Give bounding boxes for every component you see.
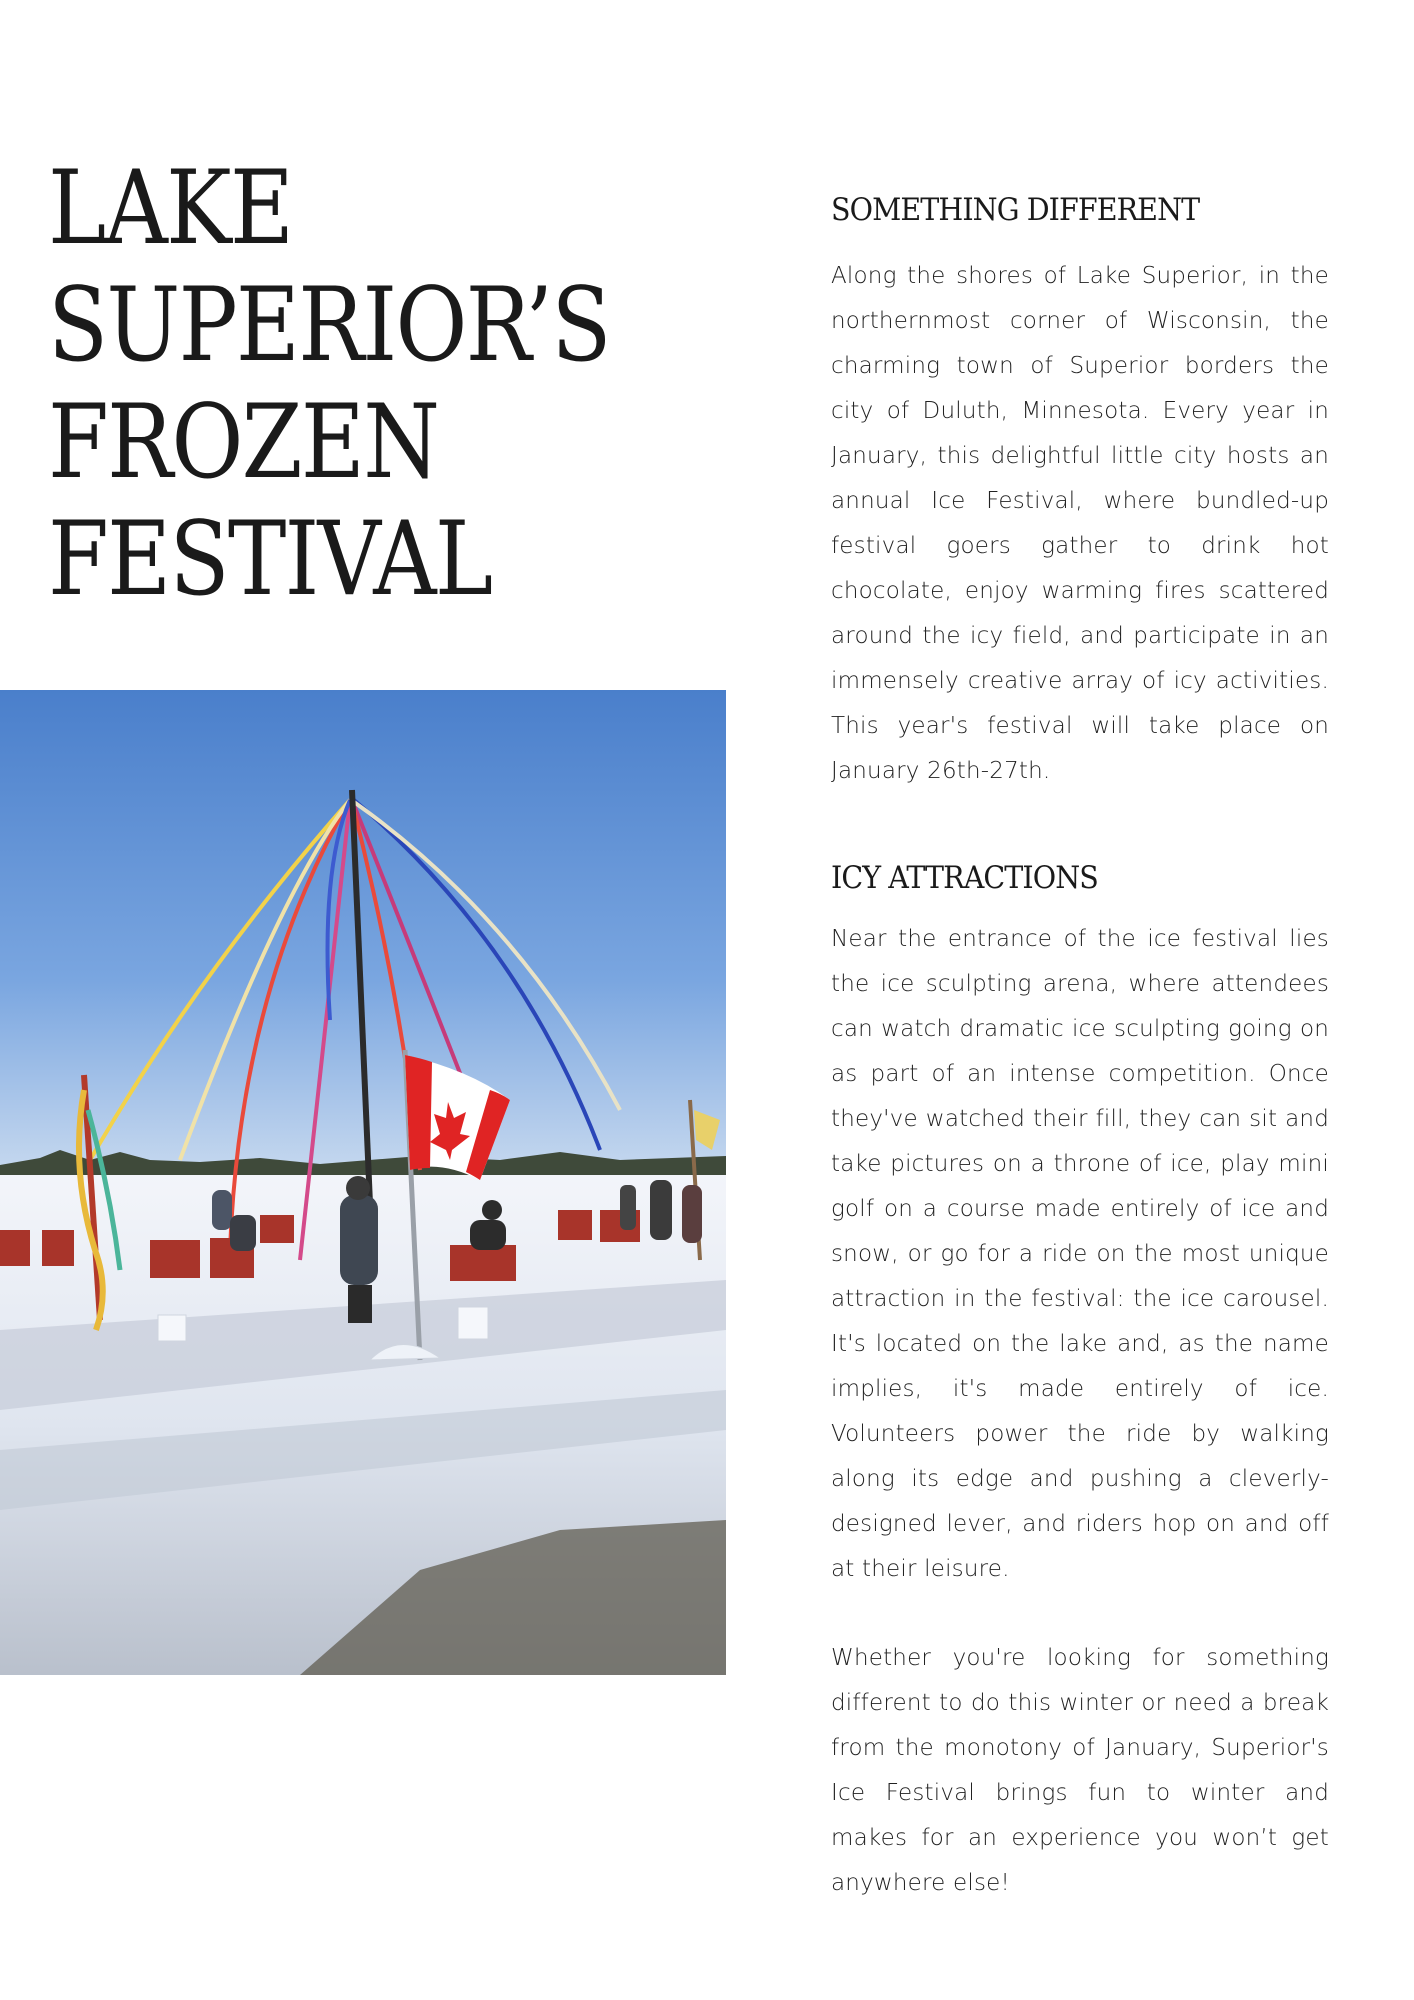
article-title [48, 149, 610, 619]
section-heading-icy-attractions: ICY ATTRACTIONS [831, 860, 1098, 896]
ice-block [458, 1307, 488, 1339]
section-heading-something-different: SOMETHING DIFFERENT [831, 192, 1200, 228]
section-body-something-different: Along the shores of Lake Superior, in the northernmost corner of Wisconsin, the charming town of Superior borders the city of Duluth, Minnesota. Every year in January, this delightful little city hosts an annual Ice Festival, where bundled-up festival goers gather to drink hot chocolate, enjoy warming fires scattered around the icy field, and participate in an immensely creative array of icy activities. This year's festival will take place on January 26th-27th. [831, 263, 1329, 784]
section-body-icy-attractions: Near the entrance of the ice festival lies the ice sculpting arena, where attendees can watch dramatic ice sculpting going on as part of an intense competition. Once they've watched their fill, they can sit and take pictures on a throne of ice, play mini golf on a course made entirely of ice and snow, or go for a ride on the most unique attraction in the festival: the ice carousel. It's located on the lake and, as the name implies, it's made entirely of ice. Volunteers power the ride by walking along its edge and pushing a cleverly-designed lever, and riders hop on and off at their leisure. [831, 926, 1329, 1582]
title-line-2: SUPERIOR’S [48, 266, 610, 385]
title-line-4: FESTIVAL [48, 500, 492, 619]
title-line-1: LAKE [48, 149, 293, 268]
title-line-3: FROZEN [48, 383, 439, 502]
festival-photo [0, 690, 726, 1675]
closing-paragraph: Whether you're looking for something different to do this winter or need a break from the monotony of January, Superior's Ice Festival brings fun to winter and makes for an experience you won’t get anywhere else! [831, 1645, 1329, 1896]
ice-block [158, 1315, 186, 1341]
